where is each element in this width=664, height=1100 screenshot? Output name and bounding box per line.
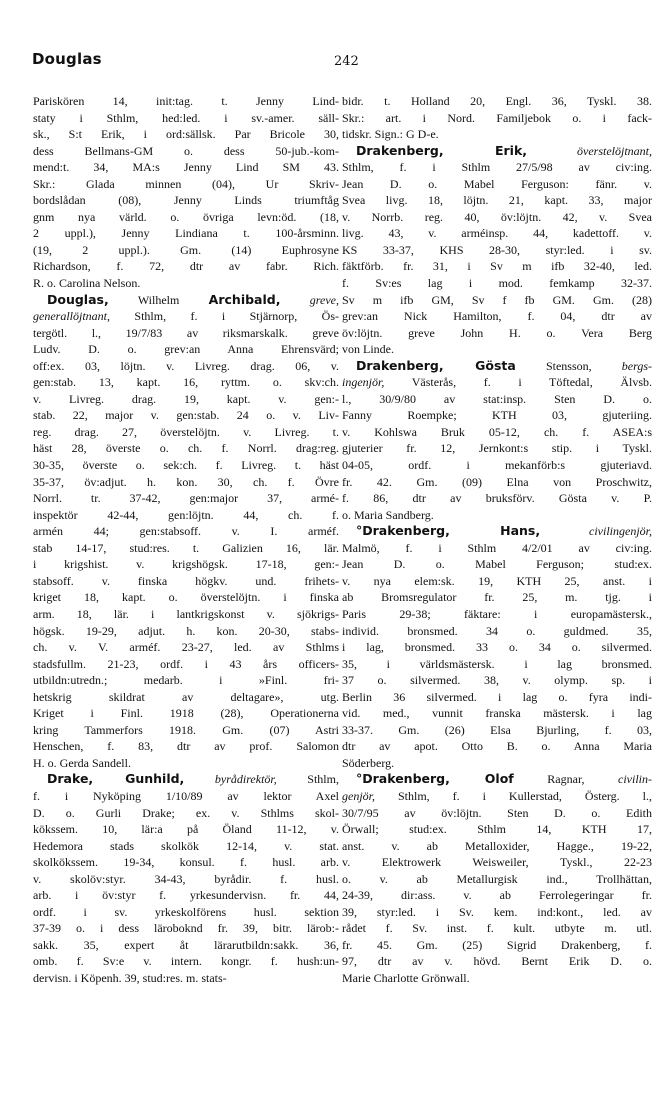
text-line [342,573,652,590]
text-line [33,838,339,855]
line-text: (19, 2 uppl.). Gm. (14) Euphrosyne [33,242,339,257]
line-text: gnm nya värld. o. övriga levn:öd. (18, [33,209,339,224]
line-text: 37-39 o. i dess läroboknd fr. 39, bitr. lärob:- [33,921,339,936]
line-text: kring Tammerfors 1918. Gm. (07) Astri [33,722,339,737]
text-line [342,126,652,143]
right-column [342,93,652,987]
line-text: 2 uppl.), Jenny Lindiana t. 100-årsminn. [33,226,339,241]
line-text: dess Bellmans-GM o. dess 50-jub.-kom- [33,143,339,158]
text-line [342,159,652,176]
text-line [33,225,339,242]
line-text: individ. bronsmed. 34 o. guldmed. 35, [342,623,652,638]
line-text: 35-37, öv:adjut. h. kon. 30, ch. f. Övre [33,474,339,489]
text-line [342,242,652,259]
text-line [33,407,339,424]
entry-heading-line [342,143,652,160]
line-text: Norrl. tr. 37-42, gen:major 37, armé- [33,491,339,506]
text-line [33,755,339,772]
text-line [342,689,652,706]
text-line [33,689,339,706]
line-text: von Linde. [342,342,394,357]
text-line [342,722,652,739]
text-line [342,589,652,606]
line-text: 97, dtr av v. hövd. Bernt Erik D. o. [342,954,652,969]
text-line [342,755,652,772]
line-text: Jean D. o. Mabel Ferguson: fänr. v. [342,176,652,191]
text-line [342,308,652,325]
text-line [33,589,339,606]
text-line [33,424,339,441]
person-name: Drakenberg, Gösta [356,357,516,373]
text-line [342,110,652,127]
occupation-title: bergs- [621,358,652,373]
text-line [342,407,652,424]
line-text: Jean D. o. Mabel Ferguson; stud:ex. [342,557,652,572]
text-line [33,821,339,838]
line-text: stab. 22, major v. gen:stab. 24 o. v. Liv- [33,408,339,423]
text-line [33,325,339,342]
text-line [33,391,339,408]
text-line [33,887,339,904]
line-text: fr. 45. Gm. (25) Sigrid Drakenberg, f. [342,937,652,952]
line-text: Ragnar, [513,772,619,787]
line-text: mend:t. 34, MA:s Jenny Lind SM 43. [33,160,339,175]
text-line [33,523,339,540]
text-line [33,904,339,921]
text-line [33,358,339,375]
text-line [342,325,652,342]
line-text: kökssem. 10, lär:a på Öland 11-12, v. [33,822,339,837]
line-text: häst 28, överste o. ch. f. Norrl. drag:reg. [33,441,339,456]
line-text: o. v. ab Metallurgisk ind., Trollhättan, [342,871,652,886]
line-text: stabsoff. v. finska högkv. und. frihets- [33,573,339,588]
entry-heading-line [342,358,652,375]
text-line [33,93,339,110]
text-line [33,474,339,491]
text-line [33,738,339,755]
line-text: 04-05, ordf. i mekanförb:s gjuteriavd. [342,458,652,473]
text-line [342,854,652,871]
line-text: Berlin 36 silvermed. i lag o. fyra indi- [342,689,652,704]
text-line [33,457,339,474]
line-text: D. o. Gurli Drake; ex. v. Sthlms skol- [33,805,339,820]
text-line [33,623,339,640]
line-text: Kriget i Finl. 1918 (28), Operationerna [33,706,339,721]
occupation-title: ingenjör, [342,375,385,390]
line-text: vid. med., vunnit franska mästersk. i lag [342,706,652,721]
line-text: 30-35, överste o. sek:ch. f. Livreg. t. häst [33,458,339,473]
line-text: v. skolöv:styr. 34-43, byrådir. f. husl. [33,871,339,886]
line-text: omb. f. Sv:e v. intern. kongr. f. hush:un- [33,954,339,969]
line-text: sk., S:t Erik, i ord:sällsk. Par Bricole 30, [33,127,339,142]
occupation-title: generallöjtnant, [33,309,110,324]
text-line [33,705,339,722]
line-text: rådet f. Sv. inst. f. kult. utbyte m. utl. [342,921,652,936]
line-text: högsk. 19-29, adjut. h. kon. 20-30, stabs- [33,623,339,638]
text-line [342,474,652,491]
text-line [33,970,339,987]
line-text: l., 30/9/80 av stat:insp. Sten D. o. [342,391,652,406]
text-line [33,126,339,143]
person-name: Drakenberg, Erik, [356,142,528,158]
text-line [342,440,652,457]
line-text: armén 44; gen:stabsoff. v. I. arméf. [33,524,339,539]
line-text: v. Elektrowerk Weisweiler, Tyskl., 22-23 [342,855,652,870]
occupation-title: civilin- [618,772,652,787]
text-line [342,93,652,110]
text-line [33,854,339,871]
text-line [342,457,652,474]
line-text: staty i Sthlm, hed:led. i sv.-amer. säll- [33,110,339,125]
person-name: Douglas, [47,291,109,307]
line-text: KS 33-37, KHS 28-30, styr:led. i sv. [342,242,652,257]
line-text: stab 14-17, stud:res. t. Galizien 16, lär. [33,540,339,555]
page-number: 242 [334,54,359,69]
text-line [342,953,652,970]
text-line [33,490,339,507]
line-text: dtr av apot. Otto B. o. Anna Maria [342,739,652,754]
text-line [342,490,652,507]
person-name: °Drakenberg, Olof [356,771,514,787]
text-line [33,556,339,573]
line-text: gen:stab. 13, kapt. 16, ryttm. o. skv:ch. [33,375,339,390]
text-line [342,821,652,838]
text-line [33,275,339,292]
occupation-title: genjör, [342,788,375,803]
text-line [33,176,339,193]
line-text: reg. drag. 27, överstelöjtn. v. Livreg. t. [33,424,339,439]
line-text: Sthlm, f. i Sthlm 27/5/98 av civ:ing. [342,160,652,175]
text-line [342,225,652,242]
text-line [342,672,652,689]
text-line [342,275,652,292]
text-line [342,540,652,557]
text-line [342,937,652,954]
line-text: Malmö, f. i Sthlm 4/2/01 av civ:ing. [342,540,652,555]
page-header [32,50,644,78]
text-line [342,292,652,309]
line-text: bidr. t. Holland 20, Engl. 36, Tyskl. 38. [342,94,652,108]
text-line [33,805,339,822]
occupation-title: överstelöjtnant, [527,143,652,158]
line-text: grev:an Nick Hamilton, f. 04, dtr av [342,309,652,324]
entry-heading-line [342,523,652,540]
line-text: 24-39, dir:ass. v. ab Ferrolegeringar fr. [342,888,652,903]
text-line [342,656,652,673]
line-text: off:ex. 03, löjtn. v. Livreg. drag. 06, v. [33,358,339,373]
entry-heading-line [33,771,339,788]
line-text: fäktförb. fr. 31, i Sv m ifb 32-40, led. [342,259,652,274]
text-line [33,953,339,970]
text-line [33,573,339,590]
text-line [33,639,339,656]
line-text: i lag, bronsmed. 33 o. 34 o. silvermed. [342,640,652,655]
line-text: 37 o. silvermed. 38, v. olymp. sp. i [342,673,652,688]
text-line [342,705,652,722]
person-name: Drake, Gunhild, [47,771,185,787]
text-line [33,540,339,557]
line-text: Skr.: art. i Nord. Familjebok o. i fack- [342,110,652,125]
text-line [33,920,339,937]
line-text: ch. v. V. arméf. 23-27, led. av Sthlms [33,640,339,655]
text-line [342,920,652,937]
line-text: dervisn. i Köpenh. 39, stud:res. m. stats- [33,970,227,985]
line-text: H. o. Gerda Sandell. [33,755,131,770]
text-line [33,258,339,275]
text-line [33,656,339,673]
line-text: ab Bromsregulator fr. 25, m. tjg. i [342,590,652,605]
line-text: v. Kohlswa Bruk 05-12, ch. f. ASEA:s [342,424,652,439]
line-text: v. Norrb. reg. 40, öv:löjtn. 42, v. Svea [342,209,652,224]
line-text: livg. 43, v. arméinsp. 44, kadettoff. v. [342,226,652,241]
line-text: R. o. Carolina Nelson. [33,276,141,291]
text-line [342,805,652,822]
line-text: 39, styr:led. i Sv. kem. ind:kont., led. av [342,904,652,919]
line-text: stadsfullm. 21-23, ordf. i 43 års officers- [33,656,339,671]
text-line [342,970,652,987]
line-text: utbildn:utredn.; medarb. i »Finl. fri- [33,673,339,688]
text-line [33,308,339,325]
line-text: anst. v. ab Metalloxider, Hagge., 19-22, [342,838,652,853]
line-text: Hedemora stads skolkök 12-14, v. stat. [33,838,339,853]
text-line [342,424,652,441]
text-line [33,192,339,209]
line-text: o. Maria Sandberg. [342,507,434,522]
line-text: Marie Charlotte Grönwall. [342,970,470,985]
text-line [33,788,339,805]
text-line [342,556,652,573]
text-line [33,143,339,160]
text-line [342,788,652,805]
line-text: kriget 18, kapt. o. överstelöjtn. i finska [33,590,339,605]
entry-heading-line [33,292,339,309]
line-text: fr. 42. Gm. (09) Elna von Proschwitz, [342,474,652,489]
text-line [342,871,652,888]
text-line [342,507,652,524]
occupation-title: civilingenjör, [540,524,652,539]
text-line [342,838,652,855]
line-text: Västerås, f. i Töftedal, Älvsb. [384,375,652,390]
line-text: f. Sv:es lag i mod. femkamp 32-37. [342,276,652,291]
line-text: sakk. 35, expert åt lärarutbildn:sakk. 36, [33,937,339,952]
text-line [342,639,652,656]
line-text: Svea livg. 18, löjtn. 21, kapt. 33, major [342,193,652,208]
line-text: Pariskören 14, init:tag. t. Jenny Lind- [33,94,339,108]
text-line [342,176,652,193]
text-line [33,110,339,127]
line-text: f. 86, dtr av bruksförv. Gösta v. P. [342,491,652,506]
text-line [342,341,652,358]
line-text: hetskrig skildrat av deltagare», utg. [33,689,339,704]
line-text: Ludv. D. o. grev:an Anna Ehrensvärd; [33,342,339,357]
text-line [342,374,652,391]
running-head: Douglas [32,50,102,68]
text-line [33,672,339,689]
text-line [342,887,652,904]
line-text: skolkökssem. 19-34, konsul. f. husl. arb. [33,855,339,870]
text-line [33,242,339,259]
text-line [33,209,339,226]
line-text: f. i Nyköping 1/10/89 av lektor Axel [33,788,339,803]
line-text: v. nya elem:sk. 19, KTH 25, anst. i [342,573,652,588]
line-text: bordslådan (08), Jenny Linds triumftåg [33,193,339,208]
line-text: i krigshist. v. krigshögsk. 17-18, gen:- [33,557,339,572]
text-line [33,374,339,391]
line-text: Söderberg. [342,755,395,770]
line-text: Sthlm, f. i Stjärnorp, Ös- [110,309,339,324]
line-text: Örwall; stud:ex. Sthlm 14, KTH 17, [342,822,652,837]
line-text: arm. 18, lär. i lantkrigskonst v. sjökrigs- [33,606,339,621]
line-text: tergötl. l., 19/7/83 av riksmarskalk. greve [33,325,339,340]
left-column [33,93,339,987]
line-text: Henschen, f. 83, dtr av prof. Salomon [33,739,339,754]
text-line [33,722,339,739]
text-line [342,209,652,226]
text-line [33,606,339,623]
line-text: Stensson, [515,358,622,373]
line-text: Fanny Roempke; KTH 03, gjuteriing. [342,408,652,423]
line-text: Paris 29-38; fäktare: i europamästersk., [342,606,652,621]
text-line [33,341,339,358]
text-line [33,871,339,888]
line-text: ordf. i sv. yrkeskolförens husl. sektion [33,904,339,919]
text-line [342,623,652,640]
text-line [33,507,339,524]
text-line [342,192,652,209]
text-line [33,937,339,954]
line-text: v. Livreg. drag. 19, kapt. v. gen:- [33,391,339,406]
occupation-title: greve, [280,292,339,307]
line-text: Sthlm, [276,772,339,787]
line-text: öv:löjtn. greve John H. o. Vera Berg [342,325,652,340]
person-name: °Drakenberg, Hans, [356,523,541,539]
line-text: 35, i världsmästersk. i lag bronsmed. [342,656,652,671]
line-text: Sthlm, f. i Kullerstad, Österg. l., [375,788,652,803]
text-line [342,606,652,623]
line-text: Skr.: Glada minnen (04), Ur Skriv- [33,176,339,191]
person-name: Archibald, [208,291,281,307]
entry-heading-line [342,771,652,788]
line-text: Richardson, f. 72, dtr av fabr. Rich. [33,259,339,274]
line-text: gjuterier fr. 12, Jernkont:s stip. i Tyskl. [342,441,652,456]
text-line [342,391,652,408]
text-line [33,440,339,457]
line-text: 33-37. Gm. (26) Elsa Bjurling, f. 03, [342,722,652,737]
text-line [342,738,652,755]
line-text: Sv m ifb GM, Sv f fb GM. Gm. (28) [342,292,652,307]
text-line [342,904,652,921]
line-text: 30/7/95 av öv:löjtn. Sten D. o. Edith [342,805,652,820]
line-text: arb. i öv:styr f. yrkesundervisn. fr. 44, [33,888,339,903]
line-text: tidskr. Sign.: G D-e. [342,127,439,142]
occupation-title: byrådirektör, [184,772,277,787]
line-text: inspektör 42-44, gen:löjtn. 44, ch. f. [33,507,339,522]
text-line [33,159,339,176]
line-text: Wilhelm [108,292,209,307]
text-line [342,258,652,275]
